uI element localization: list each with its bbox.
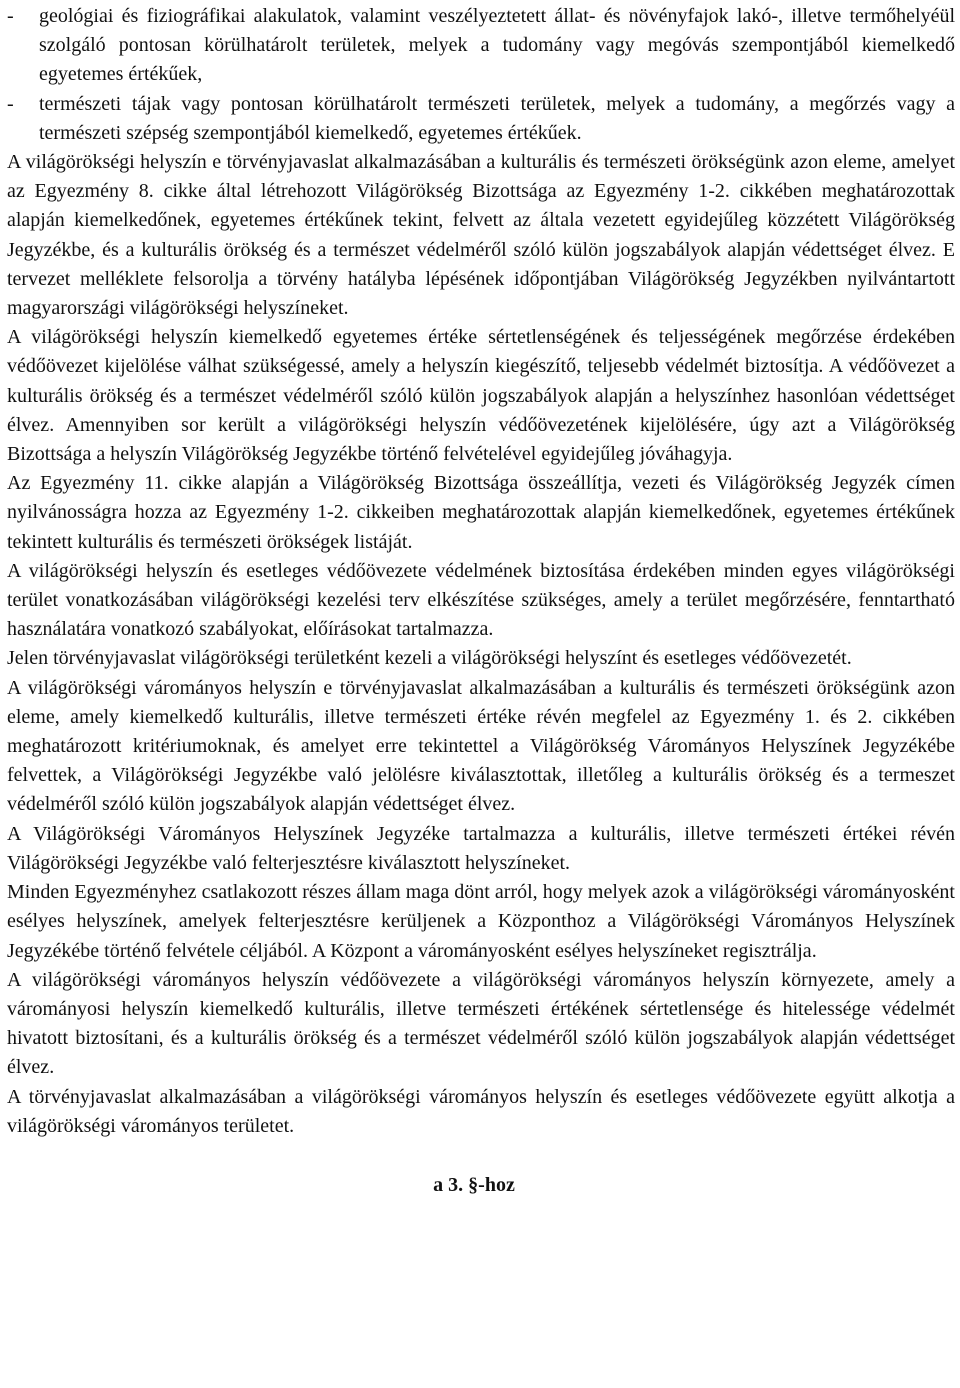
document-page: [7, 2, 955, 1200]
bullet-item: [7, 90, 955, 148]
paragraph-world-heritage-list: Az Egyezmény 11. cikke alapján a Világörökség Bizottsága összeállítja, vezeti és Világörökség Jegyzék címen nyilvánosságra hozza az Egyezmény 1-2. cikkeiben meghatározottak alapján kiemelkedőnek, egyetemes értékűnek tekintett kulturális és természeti örökségek listáját.: [7, 472, 955, 553]
paragraph-world-heritage-area: Jelen törvényjavaslat világörökségi területként kezeli a világörökségi helyszínt és esetleges védőövezetét.: [7, 647, 852, 670]
paragraph-tentative-site: A világörökségi várományos helyszín e törvényjavaslat alkalmazásában a kulturális és természeti örökségünk azon eleme, amely kiemelkedő kulturális, illetve természeti értéke révén megfelel az Egyezmény 1. és 2. cikkében meghatározott kritériumoknak, és amelyet erre tekintettel a Világörökség Várományos Helyszínek Jegyzékébe felvettek, a Világörökségi Jegyzékbe való jelölésre kiválasztottak, illetőleg a kulturális örökség és a termeszet védelméről szóló külön jogszabályok alapján védettséget élvez.: [7, 676, 955, 816]
bullet-text: természeti tájak vagy pontosan körülhatárolt természeti területek, melyek a tudomány, a megőrzés vagy a természeti szépség szempontjából kiemelkedő, egyetemes értékűek.: [39, 92, 955, 144]
paragraph-tentative-area: A törvényjavaslat alkalmazásában a világörökségi várományos helyszín és esetleges védőövezete együtt alkotja a világörökségi várományos területet.: [7, 1085, 955, 1137]
paragraph-member-states: Minden Egyezményhez csatlakozott részes állam maga dönt arról, hogy melyek azok a világörökségi várományosként esélyes helyszínek, amelyek felterjesztésre kerüljenek a Központhoz a Világörökségi Várományos Helyszínek Jegyzékébe történő felvétele céljából. A Központ a várományosként esélyes helyszíneket regisztrálja.: [7, 881, 955, 962]
bullet-dash: -: [7, 5, 14, 27]
paragraph-tentative-list: A Világörökségi Várományos Helyszínek Jegyzéke tartalmazza a kulturális, illetve természeti értékei révén Világörökségi Jegyzékbe való felterjesztésre kiválasztott helyszíneket.: [7, 822, 955, 874]
bullet-item: [7, 2, 955, 90]
paragraph-buffer-zone: A világörökségi helyszín kiemelkedő egyetemes értéke sértetlenségének és teljességének megőrzése érdekében védőövezet kijelölése válhat szükségessé, amely a helyszín kiegészítő, teljesebb védelmét biztosítja. A védőövezet a kulturális örökség és a természet védelméről szóló külön jogszabályok alapján a helyszínhez hasonlóan védettséget élvez. Amennyiben sor került a világörökségi helyszín védőövezetének kijelölésére, úgy azt a Világörökség Bizottsága a helyszín Világörökség Jegyzékbe történő felvételével egyidejűleg jóváhagyja.: [7, 326, 955, 466]
section-heading: a 3. §-hoz: [433, 1173, 515, 1196]
bullet-dash: -: [7, 92, 14, 115]
paragraph-world-heritage-site: A világörökségi helyszín e törvényjavaslat alkalmazásában a kulturális és természeti örökségünk azon eleme, amelyet az Egyezmény 8. cikke által létrehozott Világörökség Bizottsága az Egyezmény 1-2. cikkében meghatározottak alapján kiemelkedőnek, egyetemes értékűnek tekint, felvett az általa vezetett egyidejűleg közzétett Világörökség Jegyzékbe, és a kulturális örökség és a természet védelméről szóló külön jogszabályok alapján védettséget élvez. E tervezet melléklete felsorolja a törvény hatályba lépésének időpontjában Világörökség Jegyzékben nyilvántartott magyarországi világörökségi helyszíneket.: [7, 151, 955, 320]
bullet-text: geológiai és fiziográfikai alakulatok, valamint veszélyeztetett állat- és növényfajok lakó-, illetve termőhelyéül szolgáló pontosan körülhatárolt területek, melyek a tudomány vagy megóvás szempontjából kiemelkedő egyetemes értékűek,: [39, 5, 955, 86]
paragraph-tentative-buffer-zone: A világörökségi várományos helyszín védőövezete a világörökségi várományos helyszín környezete, amely a várományosi helyszín kiemelkedő kulturális, illetve természeti értékének sértetlensége és hitelessége védelmét hivatott biztosítani, és a kulturális örökség és a természet védelméről szóló külön jogszabályok alapján védettséget élvez.: [7, 968, 955, 1079]
paragraph-management-plan: A világörökségi helyszín és esetleges védőövezete védelmének biztosítása érdekében minden egyes világörökségi terület vonatkozásában világörökségi kezelési terv elkészítése szükséges, amely a terület megőrzésére, fenntartható használatára vonatkozó szabályokat, előírásokat tartalmazza.: [7, 559, 955, 641]
